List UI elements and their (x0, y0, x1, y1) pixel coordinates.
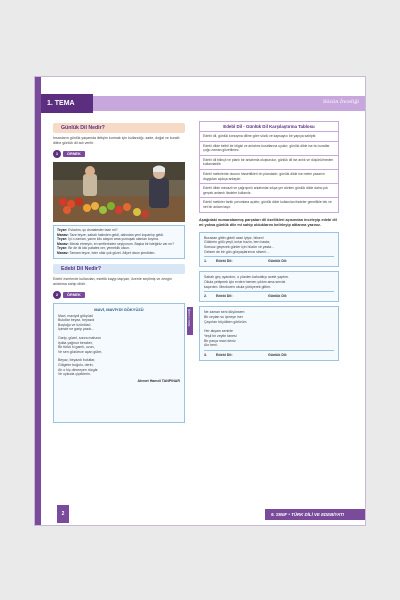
exercise-line: Her akşam seninle (204, 329, 233, 334)
vertical-section-tab (187, 307, 193, 335)
ornek-label: ÖRNEK (63, 151, 85, 157)
exercise-number: 3. (204, 353, 207, 358)
edebi-dil-answer-field[interactable]: Edebî Dil: (216, 294, 233, 299)
left-column (53, 123, 185, 423)
right-column (199, 121, 339, 361)
market-photo (53, 162, 185, 222)
ornek-badge-2 (53, 291, 185, 299)
exercise-line: Ne zaman seni düşünsem (204, 310, 245, 315)
poem-line: Garip, güzel, sonra mahzun (58, 335, 101, 340)
poem-line: Ah o hiç dinmeyen rüzgâr (58, 367, 98, 372)
tema-label: 1. TEMA (41, 94, 93, 113)
edebi-dil-answer-field[interactable]: Edebî Dil: (216, 353, 233, 358)
poem-line: Ve uykuda çiçeklerin. (58, 372, 91, 377)
exercise-line: Okula yetişmek için evden hemen çıktım ama servisi (204, 280, 286, 285)
dialog-line-6: Manav: Tamam teyze, ister ufak çok güzel. Afiyet olsun şimdiden. (57, 250, 156, 255)
poem-line: Gölgeler buğulu, derin; (58, 362, 94, 367)
dialog-line-4: Manav: Merak etmeyin, en sertlerinden seçiyorum. Başka bir isteğiniz var mı? (57, 241, 175, 246)
exercise-line: Buradan gittin gideli nasıl iyiyiz, bilsen! (204, 235, 264, 240)
exercise-line: Sonsuz geçecek günler için hüzün ve yasta... (204, 244, 275, 249)
vertical-tab-label: Sözün İnceliği (187, 309, 191, 327)
comparison-row: Edebî dilde mecazlı ve çağrışımlı anlatımlar sıkça yer alırken günlük dilde daha çok gerçek anlamlı ifadeler kullanılır. (199, 184, 339, 198)
left-accent-bar (35, 77, 41, 525)
poem-line: Beyaz, beyazdı bulutlar, (58, 358, 96, 363)
exercise-number: 2. (204, 294, 207, 299)
exercise-line: Bir parça mavi deniz (204, 338, 236, 343)
textbook-page (34, 76, 366, 526)
exercise-answer-row (204, 256, 334, 263)
exercise-number: 1. (204, 259, 207, 264)
comparison-row: Edebî dil, günlük konuşma diline göre sözlü ve kapsayıcı bir yapıya sahiptir. (199, 132, 339, 142)
ornek-label: ÖRNEK (63, 292, 85, 298)
exercise-line: Göklerin gölü yeşil, kırlar hazin, ben hasta; (204, 240, 270, 245)
poem-line: İçimde ne garip yazdı... (58, 327, 95, 332)
exercise-box-1 (199, 232, 339, 268)
exercise-answer-row (204, 291, 334, 298)
book-title-footer: 9. SINIF • TÜRK DİLİ VE EDEBİYATI (265, 509, 365, 520)
exercise-line: Yeşil bir zeytin tanesi (204, 333, 237, 338)
exercise-box-3 (199, 306, 339, 361)
dialog-line-1: Teyze: Evladım, şu domatesler taze mi? (57, 228, 118, 232)
exercise-line: kaçırdım. Mecburen okula yürüyerek gittim. (204, 284, 271, 289)
ornek-number: 1 (53, 150, 61, 158)
exercise-line: Çayırları büyükten görürüm. (204, 319, 248, 324)
gunluk-dil-answer-field[interactable]: Günlük Dil: (268, 259, 288, 264)
poem-line: Işıkta yağmur beraber, (58, 340, 93, 345)
poem-line: Mavi, maviydi gökyüzü (58, 313, 94, 318)
comparison-row: Edebî metinler farklı yorumlara açıktır; günlük dilde kullanılan ifadeler genellikle tek ve net bir anlam taşır. (199, 198, 339, 212)
dialog-line-3: Teyze: İyi o zaman, yarım kilo alayım ama yumuşak olanları koyma. (57, 237, 159, 242)
edebi-dil-answer-field[interactable]: Edebî Dil: (216, 259, 233, 264)
comparison-row: Edebî dil bilinçli ve planlı bir anlatımla oluşturulur, günlük dil ise anlık ve düşünülmeden kullanılabilir. (199, 156, 339, 170)
section-title-edebi: Edebî Dil Nedir? (53, 264, 185, 274)
poem-line: Boşluğu ve üzüntüsü (58, 322, 91, 327)
poem-line: Bir türkü ki gamlı, uzun, (58, 345, 95, 350)
ornek-number: 2 (53, 291, 61, 299)
exercise-answer-row (204, 350, 334, 357)
exercise-line: Alır beni. (204, 343, 218, 348)
comparison-table-title: Edebî Dil - Günlük Dil Karşılaştırma Tablosu (199, 121, 339, 132)
exercise-line: Bir ceylan su içmeye iner (204, 315, 243, 320)
poem-title: MAVİ, MAVİYDİ GÖKYÜZÜ (94, 306, 144, 312)
poem-author: Ahmet Hamdi TANPINAR (137, 378, 180, 383)
dialog-line-5: Teyze: Bir de iki kilo patates ver, yemeklik olsun. (57, 246, 130, 251)
gunluk-dil-answer-field[interactable]: Günlük Dil: (268, 294, 288, 299)
exercise-line: Sabah geç uyandım, o yüzden kahvaltıyı acele yaptım. (204, 275, 289, 280)
unit-title: Sözün İnceliği (322, 99, 359, 105)
exercise-line: Gelsen de bir gün gözyaşlarımızı silsen!... (204, 249, 269, 254)
edebi-definition: Edebî eserlerde kullanılan, estetik kaygı taşıyan, özenle seçilmiş ve zengin anlatıma sahip dildir. (53, 276, 172, 286)
poem-line: Bulutlar beyaz, beyazdı (58, 318, 95, 323)
comparison-row: Edebî metinlerde okurun hissettikleri ön plandadır; günlük dilde ise metni yazanın duyguları açıkça anlaşılır. (199, 170, 339, 184)
gunluk-definition: İnsanların günlük yaşamda iletişim kurmak için kullandığı, sade, doğal ve kurallı diline günlük dil adı verilir. (53, 136, 180, 145)
market-photo-illustration (53, 162, 185, 222)
section-title-gunluk: Günlük Dil Nedir? (53, 123, 185, 133)
task-instruction: Aşağıdaki numaralanmış parçaları dil özellikleri açısından inceleyip edebî dil mi yoksa günlük dile mi sahip olduklarını belirleyip altlarına yazınız. (199, 217, 337, 227)
page-number: 2 (57, 505, 69, 523)
dialog-box (53, 225, 185, 259)
poem-line: Ve sen gözümce açan güler, (58, 349, 102, 354)
gunluk-dil-answer-field[interactable]: Günlük Dil: (268, 353, 288, 358)
dialog-line-2: Manav: Taze teyze, sabah halinden geldi, dalından yeni koparılıp geldi. (57, 232, 164, 237)
exercise-box-2 (199, 271, 339, 302)
comparison-row: Edebî dilde belirli bir bilgisi ve anlatımı kurallarına uyulur; günlük dilde ise bu kurallar çoğu zaman gözetilmez. (199, 142, 339, 156)
ornek-badge-1 (53, 150, 185, 158)
poem-box (53, 303, 185, 423)
